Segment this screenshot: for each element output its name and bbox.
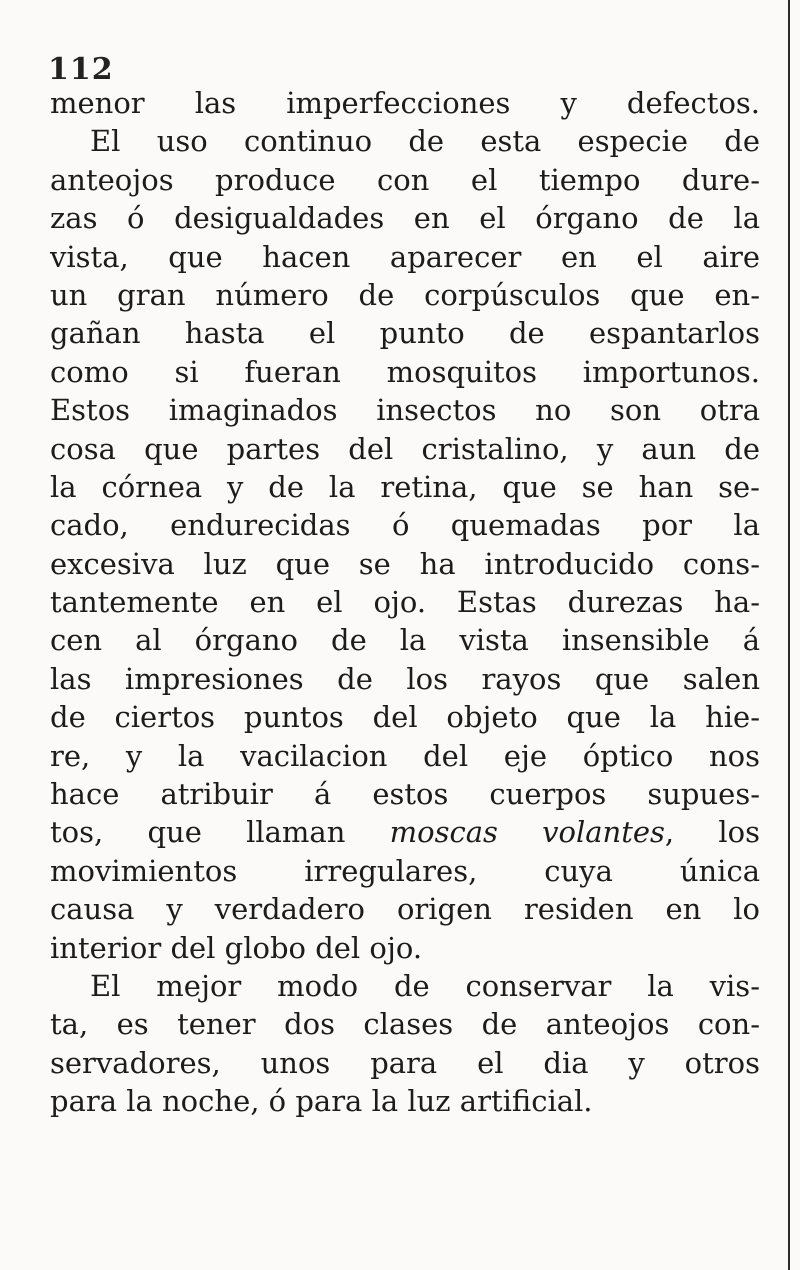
page-number: 112 bbox=[48, 52, 114, 87]
text-run: causa y verdadero origen residen en lo bbox=[50, 892, 760, 927]
text-line bbox=[50, 1082, 760, 1120]
text-run: un gran número de corpúsculos que en- bbox=[50, 277, 760, 312]
text-line bbox=[50, 122, 760, 160]
text-run: Estos imaginados insectos no son otra bbox=[50, 393, 760, 428]
text-run: interior del globo del ojo. bbox=[50, 930, 423, 965]
text-run: gañan hasta el punto de espantarlos bbox=[50, 316, 760, 351]
text-line bbox=[50, 852, 760, 890]
text-line bbox=[50, 468, 760, 506]
text-run: El uso continuo de esta especie de bbox=[90, 124, 760, 159]
text-line bbox=[50, 353, 760, 391]
text-run: movimientos irregulares, cuya única bbox=[50, 853, 760, 888]
text-run: la córnea y de la retina, que se han se- bbox=[50, 469, 760, 504]
text-run: cen al órgano de la vista insensible á bbox=[50, 623, 760, 658]
text-run: re, y la vacilacion del eje óptico nos bbox=[50, 738, 760, 773]
text-line bbox=[50, 583, 760, 621]
text-run: hace atribuir á estos cuerpos supues- bbox=[50, 777, 760, 812]
text-run: como si fueran mosquitos importunos. bbox=[50, 354, 760, 389]
text-line bbox=[50, 1044, 760, 1082]
text-line bbox=[50, 506, 760, 544]
text-line bbox=[50, 967, 760, 1005]
text-run: cado, endurecidas ó quemadas por la bbox=[50, 508, 760, 543]
text-run: anteojos produce con el tiempo dure- bbox=[50, 162, 760, 197]
text-line bbox=[50, 238, 760, 276]
text-line bbox=[50, 84, 760, 122]
text-run: ta, es tener dos clases de anteojos con- bbox=[50, 1007, 760, 1042]
text-line bbox=[50, 621, 760, 659]
text-line bbox=[50, 775, 760, 813]
text-line bbox=[50, 890, 760, 928]
text-line bbox=[50, 391, 760, 429]
text-line bbox=[50, 314, 760, 352]
text-line bbox=[50, 660, 760, 698]
text-run: vista, que hacen aparecer en el aire bbox=[50, 239, 760, 274]
text-line bbox=[50, 813, 760, 851]
text-run: , los bbox=[664, 815, 760, 850]
text-run: servadores, unos para el dia y otros bbox=[50, 1045, 760, 1080]
text-run: excesiva luz que se ha introducido cons- bbox=[50, 546, 760, 581]
text-run: El mejor modo de conservar la vis- bbox=[90, 968, 760, 1003]
page-edge-rule bbox=[788, 0, 790, 1270]
text-line bbox=[50, 737, 760, 775]
text-run: menor las imperfecciones y defectos. bbox=[50, 86, 760, 120]
text-run: zas ó desigualdades en el órgano de la bbox=[50, 201, 760, 236]
text-run: tos, que llaman bbox=[50, 815, 390, 850]
text-run: las impresiones de los rayos que salen bbox=[50, 661, 760, 696]
body-text bbox=[50, 84, 760, 1121]
text-line bbox=[50, 276, 760, 314]
text-run: tantemente en el ojo. Estas durezas ha- bbox=[50, 585, 760, 620]
text-line bbox=[50, 929, 760, 967]
italic-term: moscas volantes bbox=[389, 815, 665, 850]
text-line bbox=[50, 161, 760, 199]
text-line bbox=[50, 1005, 760, 1043]
text-run: cosa que partes del cristalino, y aun de bbox=[50, 431, 760, 466]
text-line bbox=[50, 545, 760, 583]
text-line bbox=[50, 430, 760, 468]
text-run: para la noche, ó para la luz artificial. bbox=[50, 1084, 593, 1119]
text-line bbox=[50, 698, 760, 736]
text-line bbox=[50, 199, 760, 237]
text-run: de ciertos puntos del objeto que la hie- bbox=[50, 700, 760, 735]
